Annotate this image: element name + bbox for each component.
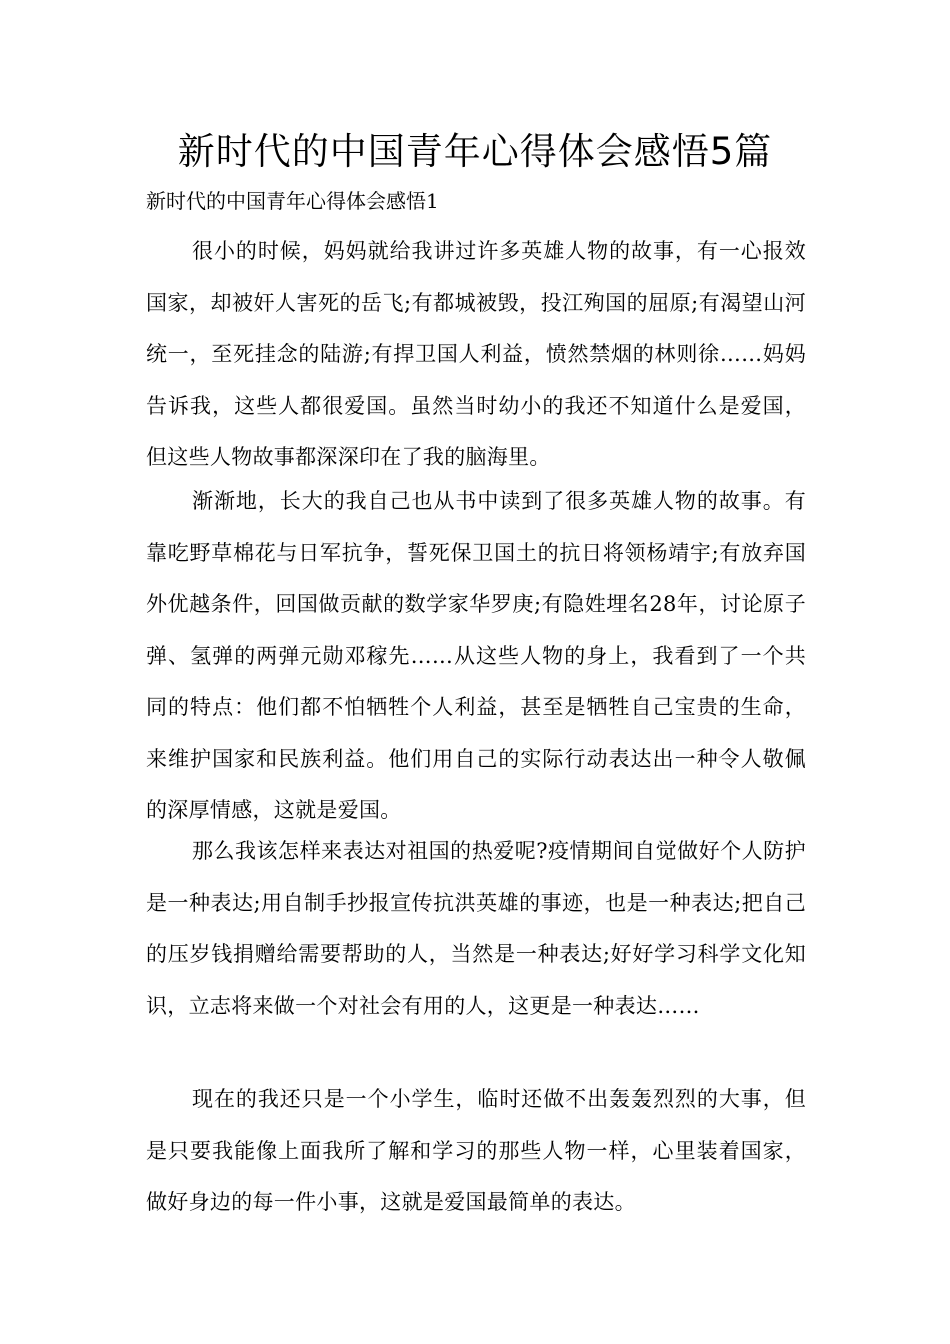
document-title: 新时代的中国青年心得体会感悟5篇 bbox=[177, 130, 773, 173]
paragraph-3: 那么我该怎样来表达对祖国的热爱呢?疫情期间自觉做好个人防护是一种表达;用自制手抄报宣传抗洪英雄的事迹，也是一种表达;把自己的压岁钱捐赠给需要帮助的人，当然是一种表达;好好学习科学文化知识，立志将来做一个对社会有用的人，这更是一种表达…… bbox=[146, 839, 806, 1018]
paragraph-2: 渐渐地，长大的我自己也从书中读到了很多英雄人物的故事。有靠吃野草棉花与日军抗争，誓死保卫国土的抗日将领杨靖宇;有放弃国外优越条件，回国做贡献的数学家华罗庚;有隐姓埋名28年，讨论原子弹、氢弹的两弹元勋邓稼先……从这些人物的身上，我看到了一个共同的特点：他们都不怕牺牲个人利益，甚至是牺牲自己宝贵的生命，来维护国家和民族利益。他们用自己的实际行动表达出一种令人敬佩的深厚情感，这就是爱国。 bbox=[146, 489, 806, 822]
paragraph-4: 现在的我还只是一个小学生，临时还做不出轰轰烈烈的大事，但是只要我能像上面我所了解和学习的那些人物一样，心里装着国家，做好身边的每一件小事，这就是爱国最简单的表达。 bbox=[146, 1087, 806, 1214]
paragraph-1: 很小的时候，妈妈就给我讲过许多英雄人物的故事，有一心报效国家，却被奸人害死的岳飞;有都城被毁，投江殉国的屈原;有渴望山河统一，至死挂念的陆游;有捍卫国人利益，愤然禁烟的林则徐……妈妈告诉我，这些人都很爱国。虽然当时幼小的我还不知道什么是爱国，但这些人物故事都深深印在了我的脑海里。 bbox=[146, 239, 806, 469]
section-heading: 新时代的中国青年心得体会感悟1 bbox=[146, 189, 439, 213]
